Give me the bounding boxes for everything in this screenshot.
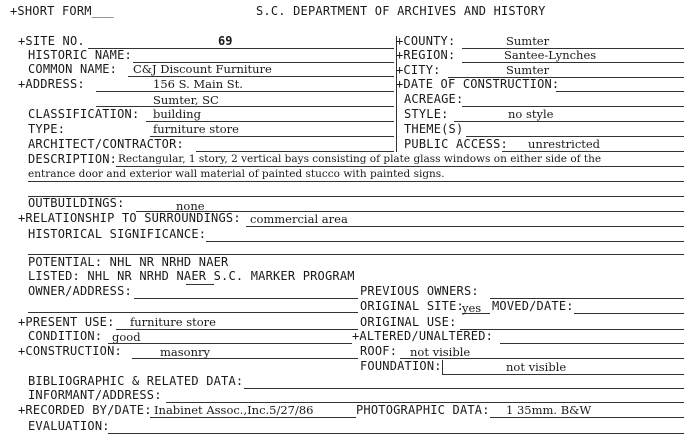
city-label: +CITY: xyxy=(396,63,441,77)
foundation-label: FOUNDATION: xyxy=(360,359,442,373)
foundation-line xyxy=(442,374,684,375)
present-use-value: furniture store xyxy=(130,315,216,329)
photographic-line xyxy=(490,417,684,418)
original-site-label: ORIGINAL SITE: xyxy=(360,299,464,313)
themes-label: THEME(S) xyxy=(404,122,464,136)
foundation-divider xyxy=(442,360,443,374)
architect-label: ARCHITECT/CONTRACTOR: xyxy=(28,137,184,151)
classification-value: building xyxy=(153,107,201,121)
potential-label: POTENTIAL: NHL NR NRHD NAER xyxy=(28,255,229,269)
listed-label: LISTED: NHL NR NRHD NAER S.C. MARKER PROGRAM xyxy=(28,269,355,283)
description-line1-value: Rectangular, 1 story, 2 vertical bays consisting of plate glass windows on either side of the xyxy=(118,153,602,165)
region-label: +REGION: xyxy=(396,48,456,62)
photographic-value: 1 35mm. B&W xyxy=(506,403,592,417)
previous-owners-label: PREVIOUS OWNERS: xyxy=(360,284,479,298)
address-label: +ADDRESS: xyxy=(18,77,85,91)
description-line2 xyxy=(28,181,684,182)
address-line2 xyxy=(96,106,394,107)
roof-value: not visible xyxy=(410,345,471,359)
type-value: furniture store xyxy=(153,122,239,136)
condition-value: good xyxy=(112,330,141,344)
description-label: DESCRIPTION: xyxy=(28,152,118,166)
site-no-label: +SITE NO. xyxy=(18,34,85,48)
altered-label: +ALTERED/UNALTERED: xyxy=(352,329,494,343)
county-label: +COUNTY: xyxy=(396,34,456,48)
historic-name-label: HISTORIC NAME: xyxy=(28,48,132,62)
roof-label: ROOF: xyxy=(360,344,398,358)
recorded-by-value: Inabinet Assoc.,Inc.5/27/86 xyxy=(154,403,314,417)
relationship-label: +RELATIONSHIP TO SURROUNDINGS: xyxy=(18,211,241,225)
bibliographic-label: BIBLIOGRAPHIC & RELATED DATA: xyxy=(28,374,244,388)
photographic-label: PHOTOGRAPHIC DATA: xyxy=(356,403,490,417)
owner-address-label: OWNER/ADDRESS: xyxy=(28,284,132,298)
common-name-value: C&J Discount Furniture xyxy=(133,62,272,76)
recorded-by-label: +RECORDED BY/DATE: xyxy=(18,403,152,417)
style-line xyxy=(454,121,684,122)
construction-value: masonry xyxy=(160,345,210,359)
address-line2-value: Sumter, SC xyxy=(153,93,219,107)
original-site-value: yes xyxy=(462,301,482,315)
style-value: no style xyxy=(508,107,554,121)
roof-line xyxy=(400,358,684,359)
county-value: Sumter xyxy=(506,34,550,48)
description-line3 xyxy=(28,196,684,197)
short-form-label: +SHORT FORM___ xyxy=(10,4,114,18)
type-line xyxy=(150,136,394,137)
construction-label: +CONSTRUCTION: xyxy=(18,344,122,358)
present-use-line xyxy=(116,329,358,330)
address-line1-value: 156 S. Main St. xyxy=(153,77,243,91)
site-no-line xyxy=(88,48,394,49)
style-label: STYLE: xyxy=(404,107,449,121)
condition-label: CONDITION: xyxy=(28,329,103,343)
informant-label: INFORMANT/ADDRESS: xyxy=(28,388,162,402)
recorded-by-line xyxy=(150,417,356,418)
date-of-construction-label: +DATE OF CONSTRUCTION: xyxy=(396,77,560,91)
region-value: Santee-Lynches xyxy=(504,48,597,62)
region-line xyxy=(462,62,684,63)
condition-line xyxy=(108,343,352,344)
classification-label: CLASSIFICATION: xyxy=(28,107,140,121)
historical-significance-line1 xyxy=(206,241,684,242)
construction-line xyxy=(132,358,358,359)
owner-address-line1 xyxy=(134,298,358,299)
public-access-value: unrestricted xyxy=(528,137,601,151)
original-use-line xyxy=(460,329,684,330)
evaluation-label: EVALUATION: xyxy=(28,419,110,433)
site-no-value: 69 xyxy=(218,34,233,48)
description-line2-value: entrance door and exterior wall material of painted stucco with painted signs. xyxy=(28,168,445,180)
acreage-label: ACREAGE: xyxy=(404,92,464,106)
nrhd-underline xyxy=(186,284,214,285)
city-value: Sumter xyxy=(506,63,550,77)
common-name-label: COMMON NAME: xyxy=(28,62,118,76)
evaluation-line xyxy=(108,433,684,434)
foundation-value: not visible xyxy=(506,360,567,374)
present-use-label: +PRESENT USE: xyxy=(18,315,115,329)
public-access-label: PUBLIC ACCESS: xyxy=(404,137,508,151)
original-site-line xyxy=(462,313,490,314)
moved-date-line xyxy=(574,313,684,314)
historical-significance-label: HISTORICAL SIGNIFICANCE: xyxy=(28,227,207,241)
outbuildings-value: none xyxy=(176,199,205,213)
agency-title: S.C. DEPARTMENT OF ARCHIVES AND HISTORY xyxy=(256,4,546,18)
type-label: TYPE: xyxy=(28,122,66,136)
relationship-line xyxy=(246,226,684,227)
acreage-line xyxy=(462,106,684,107)
owner-address-line2 xyxy=(28,312,358,313)
moved-date-label: MOVED/DATE: xyxy=(492,299,574,313)
relationship-value: commercial area xyxy=(250,212,348,226)
date-of-construction-line xyxy=(556,91,684,92)
original-use-label: ORIGINAL USE: xyxy=(360,315,457,329)
bibliographic-line xyxy=(244,388,684,389)
address-line1 xyxy=(96,91,394,92)
altered-line xyxy=(500,343,684,344)
outbuildings-label: OUTBUILDINGS: xyxy=(28,196,125,210)
